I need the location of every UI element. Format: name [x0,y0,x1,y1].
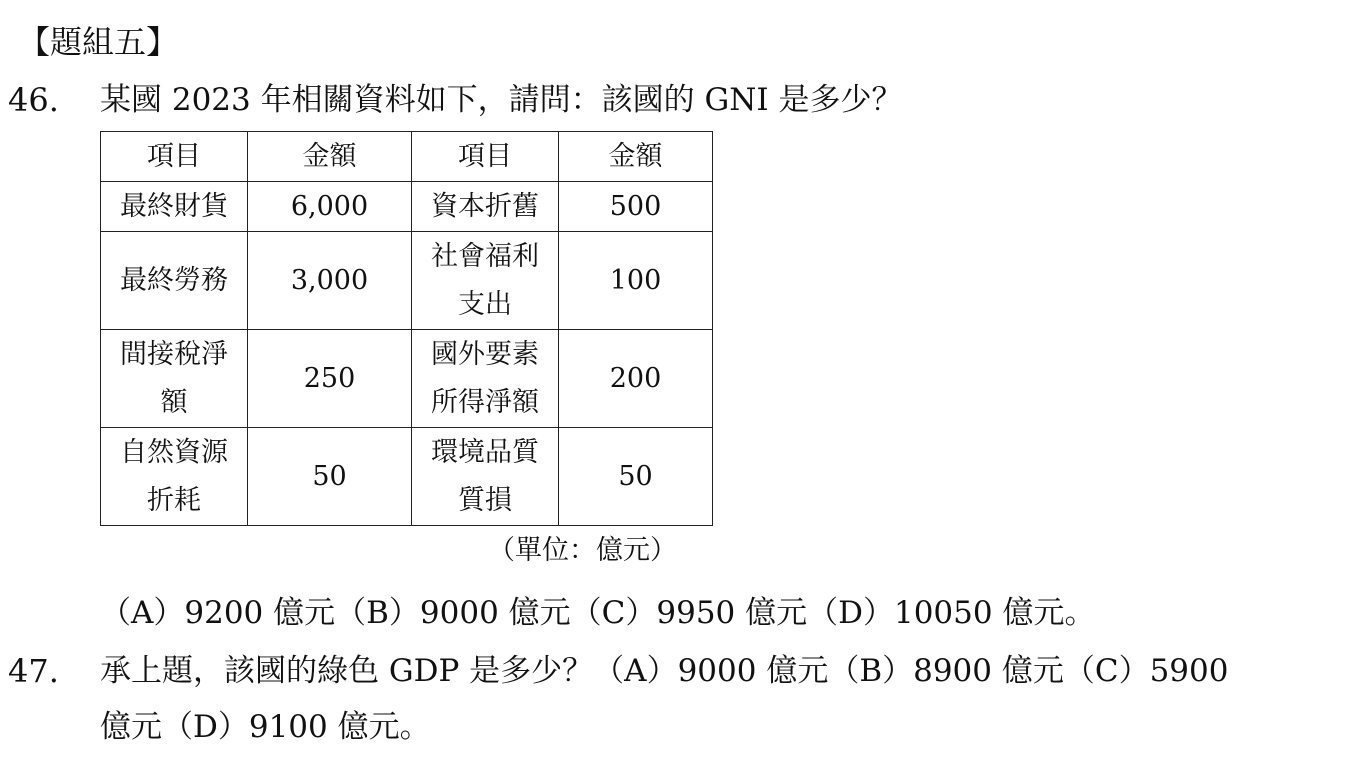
cell-text: 間接稅淨額 [120,338,228,418]
question-46-text: 某國 2023 年相關資料如下，請問：該國的 GNI 是多少？ [100,82,903,118]
question-46-options: （A）9200 億元（B）9000 億元（C）9950 億元（D）10050 億元。 [100,595,1096,631]
cell-text: 環境品質質損 [431,436,539,516]
table-row [101,330,713,428]
table-row [101,182,713,232]
question-46-number: 46. [8,81,59,119]
cell-text: 自然資源折耗 [120,436,228,516]
unit-note: （單位：億元） [488,535,677,566]
cell-text: 最終財貨 [120,190,228,222]
table-cell-amount: 6,000 [248,182,412,232]
table-header-cell: 項目 [101,132,248,182]
table-cell-item [412,428,559,526]
cell-text: 最終勞務 [120,264,228,296]
group-title: 【題組五】 [18,23,179,61]
table-cell-item [412,182,559,232]
table-cell-item [101,232,248,330]
question-47-text-line-2: 億元（D）9100 億元。 [100,709,431,745]
cell-text: 資本折舊 [431,190,539,222]
table-cell-amount: 3,000 [248,232,412,330]
table-header-cell: 金額 [248,132,412,182]
table-cell-amount: 500 [559,182,713,232]
table-cell-amount: 50 [559,428,713,526]
table-header-cell: 金額 [559,132,713,182]
table-cell-item [101,428,248,526]
table-cell-item [101,182,248,232]
table-cell-amount: 200 [559,330,713,428]
data-table [100,131,713,526]
question-47-number: 47. [8,652,59,690]
table-cell-item [101,330,248,428]
table-cell-item [412,232,559,330]
table-header-cell: 項目 [412,132,559,182]
table-cell-amount: 50 [248,428,412,526]
table-header-row [101,132,713,182]
cell-text: 國外要素所得淨額 [431,338,539,418]
table-row [101,428,713,526]
question-47-text-line-1: 承上題，該國的綠色 GDP 是多少？（A）9000 億元（B）8900 億元（C）5900 [100,653,1229,689]
cell-text: 社會福利支出 [431,240,539,320]
table-cell-amount: 250 [248,330,412,428]
table-cell-amount: 100 [559,232,713,330]
table-cell-item [412,330,559,428]
table-row [101,232,713,330]
